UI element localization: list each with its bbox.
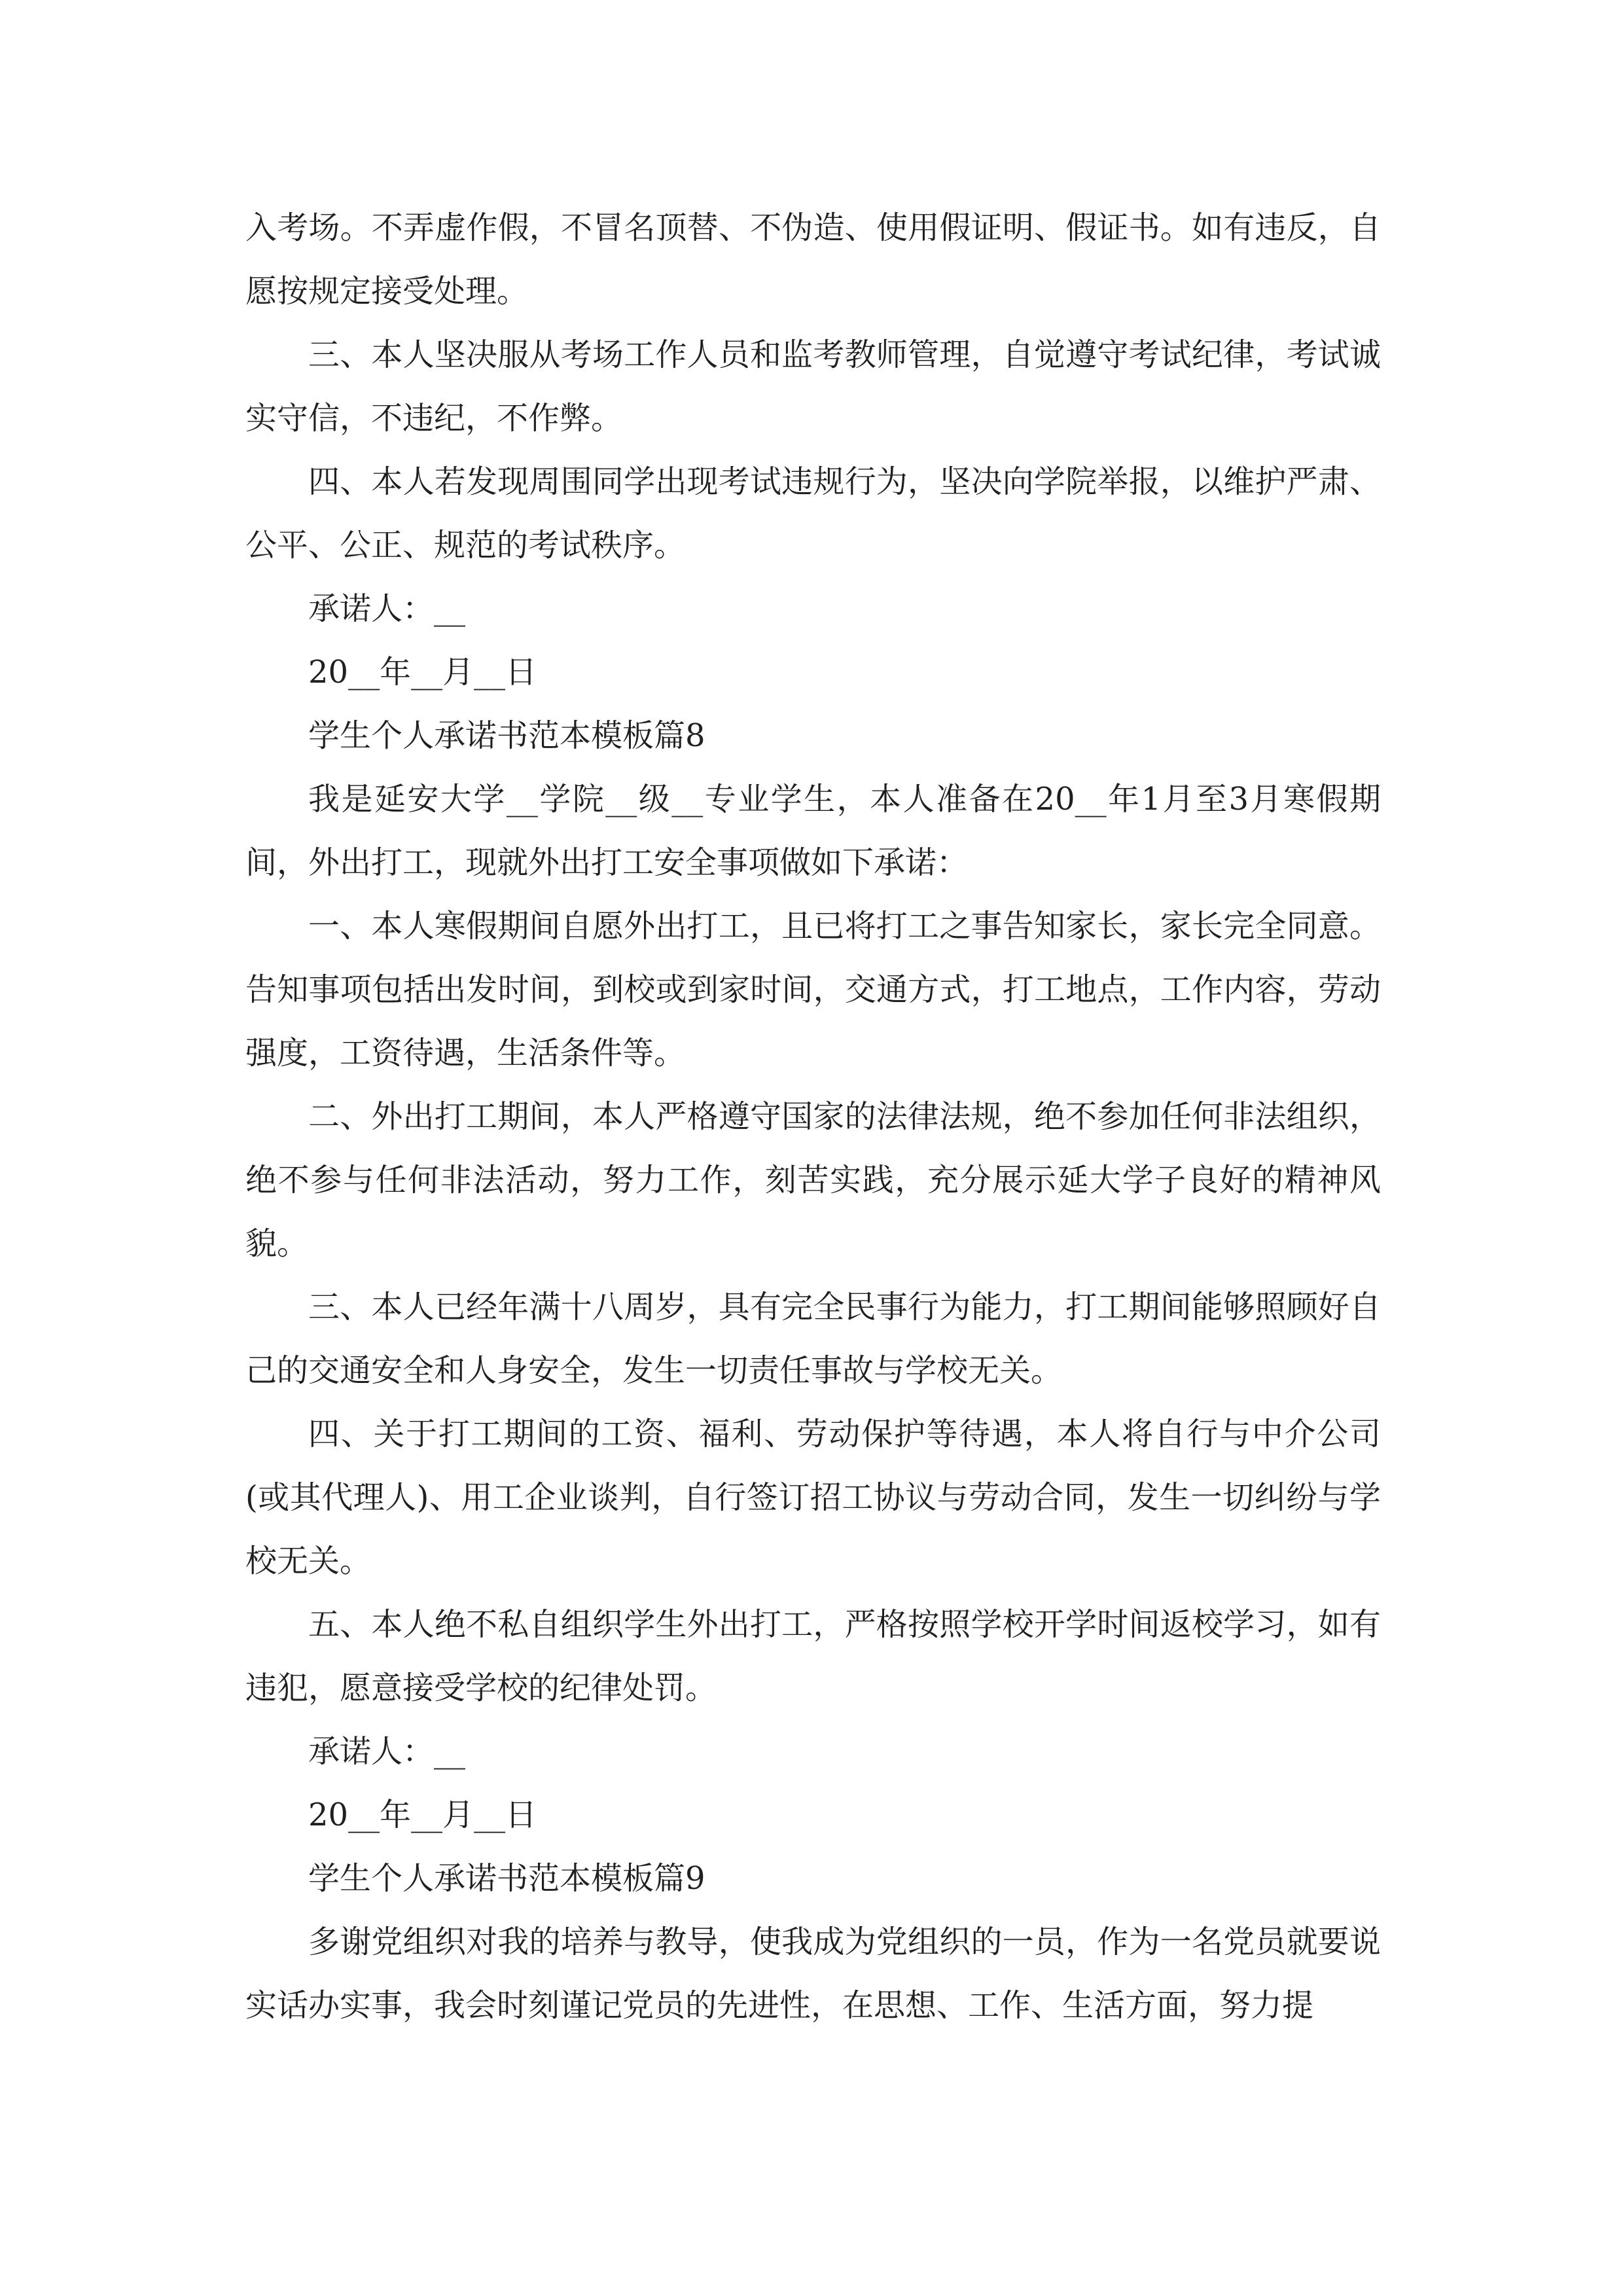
document-body xyxy=(245,196,1381,2037)
paragraph-item-5: 五、本人绝不私自组织学生外出打工，严格按照学校开学时间返校学习，如有违犯，愿意接受学校的纪律处罚。 xyxy=(245,1606,1381,1706)
date-line: 20__年__月__日 xyxy=(308,654,537,691)
paragraph-item-4b: 四、关于打工期间的工资、福利、劳动保护等待遇，本人将自行与中介公司(或其代理人)、用工企业谈判，自行签订招工协议与劳动合同，发生一切纠纷与学校无关。 xyxy=(245,1416,1381,1579)
paragraph-intro-8: 我是延安大学__学院__级__专业学生，本人准备在20__年1月至3月寒假期间，外出打工，现就外出打工安全事项做如下承诺： xyxy=(245,781,1381,881)
section-title-9: 学生个人承诺书范本模板篇9 xyxy=(308,1860,705,1897)
paragraph-intro-9: 多谢党组织对我的培养与教导，使我成为党组织的一员，作为一名党员就要说实话办实事，我会时刻谨记党员的先进性，在思想、工作、生活方面，努力提 xyxy=(245,1924,1381,2024)
date-line: 20__年__月__日 xyxy=(308,1797,537,1833)
paragraph-item-1: 一、本人寒假期间自愿外出打工，且已将打工之事告知家长，家长完全同意。告知事项包括出发时间，到校或到家时间，交通方式，打工地点，工作内容，劳动强度，工资待遇，生活条件等。 xyxy=(245,908,1381,1071)
section-title-8: 学生个人承诺书范本模板篇8 xyxy=(308,717,705,754)
paragraph-continuation: 入考场。不弄虚作假，不冒名顶替、不伪造、使用假证明、假证书。如有违反，自愿按规定接受处理。 xyxy=(245,209,1381,310)
signature-line: 承诺人：__ xyxy=(308,590,466,627)
paragraph-item-3: 三、本人坚决服从考场工作人员和监考教师管理，自觉遵守考试纪律，考试诚实守信，不违纪，不作弊。 xyxy=(245,336,1381,437)
paragraph-item-2: 二、外出打工期间，本人严格遵守国家的法律法规，绝不参加任何非法组织，绝不参与任何非法活动，努力工作，刻苦实践，充分展示延大学子良好的精神风貌。 xyxy=(245,1098,1381,1262)
paragraph-item-4: 四、本人若发现周围同学出现考试违规行为，坚决向学院举报，以维护严肃、公平、公正、规范的考试秩序。 xyxy=(245,463,1381,564)
paragraph-item-3b: 三、本人已经年满十八周岁，具有完全民事行为能力，打工期间能够照顾好自己的交通安全和人身安全，发生一切责任事故与学校无关。 xyxy=(245,1289,1381,1389)
signature-line: 承诺人：__ xyxy=(308,1733,466,1770)
